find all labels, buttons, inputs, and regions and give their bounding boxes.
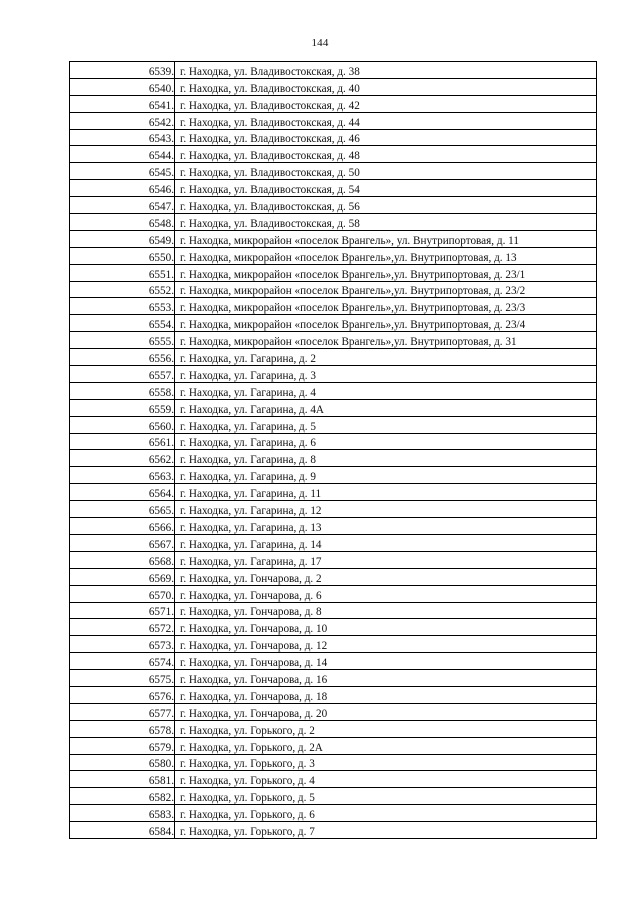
table-row (70, 349, 597, 366)
row-number-cell: 6552. (70, 281, 175, 298)
table-row (70, 416, 597, 433)
row-number-cell: 6561. (70, 433, 175, 450)
table-row (70, 315, 597, 332)
address-cell: г. Находка, ул. Горького, д. 2А (175, 737, 597, 754)
table-row (70, 230, 597, 247)
table-row (70, 788, 597, 805)
row-number-cell: 6547. (70, 197, 175, 214)
address-cell: г. Находка, ул. Владивостокская, д. 48 (175, 146, 597, 163)
address-table (69, 61, 597, 839)
address-cell: г. Находка, ул. Горького, д. 5 (175, 788, 597, 805)
table-row (70, 670, 597, 687)
row-number-cell: 6550. (70, 247, 175, 264)
address-cell: г. Находка, ул. Гончарова, д. 8 (175, 602, 597, 619)
address-cell: г. Находка, ул. Владивостокская, д. 58 (175, 214, 597, 231)
table-row (70, 619, 597, 636)
table-row (70, 602, 597, 619)
table-row (70, 636, 597, 653)
table-row (70, 534, 597, 551)
address-cell: г. Находка, ул. Гончарова, д. 2 (175, 568, 597, 585)
row-number-cell: 6551. (70, 264, 175, 281)
table-row (70, 62, 597, 79)
address-cell: г. Находка, ул. Гагарина, д. 2 (175, 349, 597, 366)
row-number-cell: 6564. (70, 484, 175, 501)
address-cell: г. Находка, ул. Горького, д. 4 (175, 771, 597, 788)
table-row (70, 450, 597, 467)
address-cell: г. Находка, микрорайон «поселок Врангель»,ул. Внутрипортовая, д. 23/1 (175, 264, 597, 281)
row-number-cell: 6553. (70, 298, 175, 315)
row-number-cell: 6582. (70, 788, 175, 805)
table-row (70, 568, 597, 585)
row-number-cell: 6540. (70, 78, 175, 95)
table-row (70, 822, 597, 839)
address-cell: г. Находка, ул. Гагарина, д. 4А (175, 399, 597, 416)
row-number-cell: 6545. (70, 163, 175, 180)
address-cell: г. Находка, ул. Гагарина, д. 6 (175, 433, 597, 450)
row-number-cell: 6578. (70, 720, 175, 737)
address-cell: г. Находка, ул. Гончарова, д. 14 (175, 653, 597, 670)
table-row (70, 484, 597, 501)
row-number-cell: 6557. (70, 366, 175, 383)
table-row (70, 129, 597, 146)
row-number-cell: 6567. (70, 534, 175, 551)
address-cell: г. Находка, микрорайон «поселок Врангель»,ул. Внутрипортовая, д. 23/4 (175, 315, 597, 332)
address-cell: г. Находка, ул. Гагарина, д. 5 (175, 416, 597, 433)
table-row (70, 501, 597, 518)
table-row (70, 214, 597, 231)
row-number-cell: 6566. (70, 518, 175, 535)
address-cell: г. Находка, ул. Гагарина, д. 9 (175, 467, 597, 484)
row-number-cell: 6559. (70, 399, 175, 416)
table-row (70, 399, 597, 416)
address-cell: г. Находка, ул. Горького, д. 3 (175, 754, 597, 771)
address-cell: г. Находка, ул. Владивостокская, д. 54 (175, 180, 597, 197)
table-row (70, 281, 597, 298)
row-number-cell: 6560. (70, 416, 175, 433)
address-cell: г. Находка, ул. Гагарина, д. 8 (175, 450, 597, 467)
address-cell: г. Находка, ул. Гагарина, д. 11 (175, 484, 597, 501)
row-number-cell: 6565. (70, 501, 175, 518)
row-number-cell: 6583. (70, 805, 175, 822)
row-number-cell: 6584. (70, 822, 175, 839)
row-number-cell: 6548. (70, 214, 175, 231)
address-cell: г. Находка, ул. Гончарова, д. 18 (175, 686, 597, 703)
table-row (70, 433, 597, 450)
row-number-cell: 6577. (70, 703, 175, 720)
address-cell: г. Находка, ул. Владивостокская, д. 46 (175, 129, 597, 146)
table-row (70, 180, 597, 197)
address-cell: г. Находка, микрорайон «поселок Врангель»,ул. Внутрипортовая, д. 13 (175, 247, 597, 264)
row-number-cell: 6539. (70, 62, 175, 79)
table-row (70, 264, 597, 281)
address-cell: г. Находка, микрорайон «поселок Врангель»,ул. Внутрипортовая, д. 31 (175, 332, 597, 349)
row-number-cell: 6580. (70, 754, 175, 771)
row-number-cell: 6568. (70, 551, 175, 568)
table-row (70, 720, 597, 737)
row-number-cell: 6572. (70, 619, 175, 636)
table-row (70, 163, 597, 180)
address-cell: г. Находка, ул. Гагарина, д. 17 (175, 551, 597, 568)
row-number-cell: 6571. (70, 602, 175, 619)
row-number-cell: 6581. (70, 771, 175, 788)
table-row (70, 247, 597, 264)
table-row (70, 805, 597, 822)
row-number-cell: 6546. (70, 180, 175, 197)
address-cell: г. Находка, ул. Гончарова, д. 20 (175, 703, 597, 720)
address-cell: г. Находка, ул. Владивостокская, д. 40 (175, 78, 597, 95)
address-cell: г. Находка, ул. Гагарина, д. 12 (175, 501, 597, 518)
table-row (70, 382, 597, 399)
row-number-cell: 6549. (70, 230, 175, 247)
address-cell: г. Находка, ул. Гончарова, д. 12 (175, 636, 597, 653)
address-cell: г. Находка, ул. Владивостокская, д. 56 (175, 197, 597, 214)
page-number: 144 (311, 37, 329, 49)
table-row (70, 703, 597, 720)
row-number-cell: 6562. (70, 450, 175, 467)
address-cell: г. Находка, ул. Горького, д. 2 (175, 720, 597, 737)
address-cell: г. Находка, ул. Гагарина, д. 13 (175, 518, 597, 535)
address-cell: г. Находка, ул. Владивостокская, д. 42 (175, 95, 597, 112)
row-number-cell: 6558. (70, 382, 175, 399)
table-row (70, 467, 597, 484)
table-row (70, 112, 597, 129)
table-row (70, 95, 597, 112)
row-number-cell: 6556. (70, 349, 175, 366)
address-cell: г. Находка, ул. Гагарина, д. 14 (175, 534, 597, 551)
address-cell: г. Находка, ул. Гагарина, д. 3 (175, 366, 597, 383)
row-number-cell: 6541. (70, 95, 175, 112)
row-number-cell: 6579. (70, 737, 175, 754)
table-row (70, 197, 597, 214)
row-number-cell: 6554. (70, 315, 175, 332)
address-cell: г. Находка, ул. Горького, д. 6 (175, 805, 597, 822)
row-number-cell: 6576. (70, 686, 175, 703)
address-cell: г. Находка, микрорайон «поселок Врангель»,ул. Внутрипортовая, д. 23/2 (175, 281, 597, 298)
address-cell: г. Находка, ул. Гончарова, д. 10 (175, 619, 597, 636)
address-cell: г. Находка, ул. Гагарина, д. 4 (175, 382, 597, 399)
table-row (70, 585, 597, 602)
table-row (70, 146, 597, 163)
row-number-cell: 6563. (70, 467, 175, 484)
address-table-body (70, 62, 597, 839)
address-cell: г. Находка, микрорайон «поселок Врангель»,ул. Внутрипортовая, д. 23/3 (175, 298, 597, 315)
row-number-cell: 6542. (70, 112, 175, 129)
table-row (70, 298, 597, 315)
row-number-cell: 6569. (70, 568, 175, 585)
table-row (70, 518, 597, 535)
table-row (70, 78, 597, 95)
row-number-cell: 6574. (70, 653, 175, 670)
table-row (70, 771, 597, 788)
table-row (70, 332, 597, 349)
table-row (70, 653, 597, 670)
table-row (70, 686, 597, 703)
row-number-cell: 6555. (70, 332, 175, 349)
address-cell: г. Находка, ул. Владивостокская, д. 44 (175, 112, 597, 129)
address-cell: г. Находка, ул. Гончарова, д. 6 (175, 585, 597, 602)
address-cell: г. Находка, ул. Владивостокская, д. 38 (175, 62, 597, 79)
row-number-cell: 6570. (70, 585, 175, 602)
table-row (70, 551, 597, 568)
table-row (70, 366, 597, 383)
address-cell: г. Находка, ул. Гончарова, д. 16 (175, 670, 597, 687)
address-cell: г. Находка, ул. Владивостокская, д. 50 (175, 163, 597, 180)
row-number-cell: 6544. (70, 146, 175, 163)
row-number-cell: 6573. (70, 636, 175, 653)
row-number-cell: 6575. (70, 670, 175, 687)
row-number-cell: 6543. (70, 129, 175, 146)
table-row (70, 737, 597, 754)
table-row (70, 754, 597, 771)
address-cell: г. Находка, ул. Горького, д. 7 (175, 822, 597, 839)
address-cell: г. Находка, микрорайон «поселок Врангель», ул. Внутрипортовая, д. 11 (175, 230, 597, 247)
